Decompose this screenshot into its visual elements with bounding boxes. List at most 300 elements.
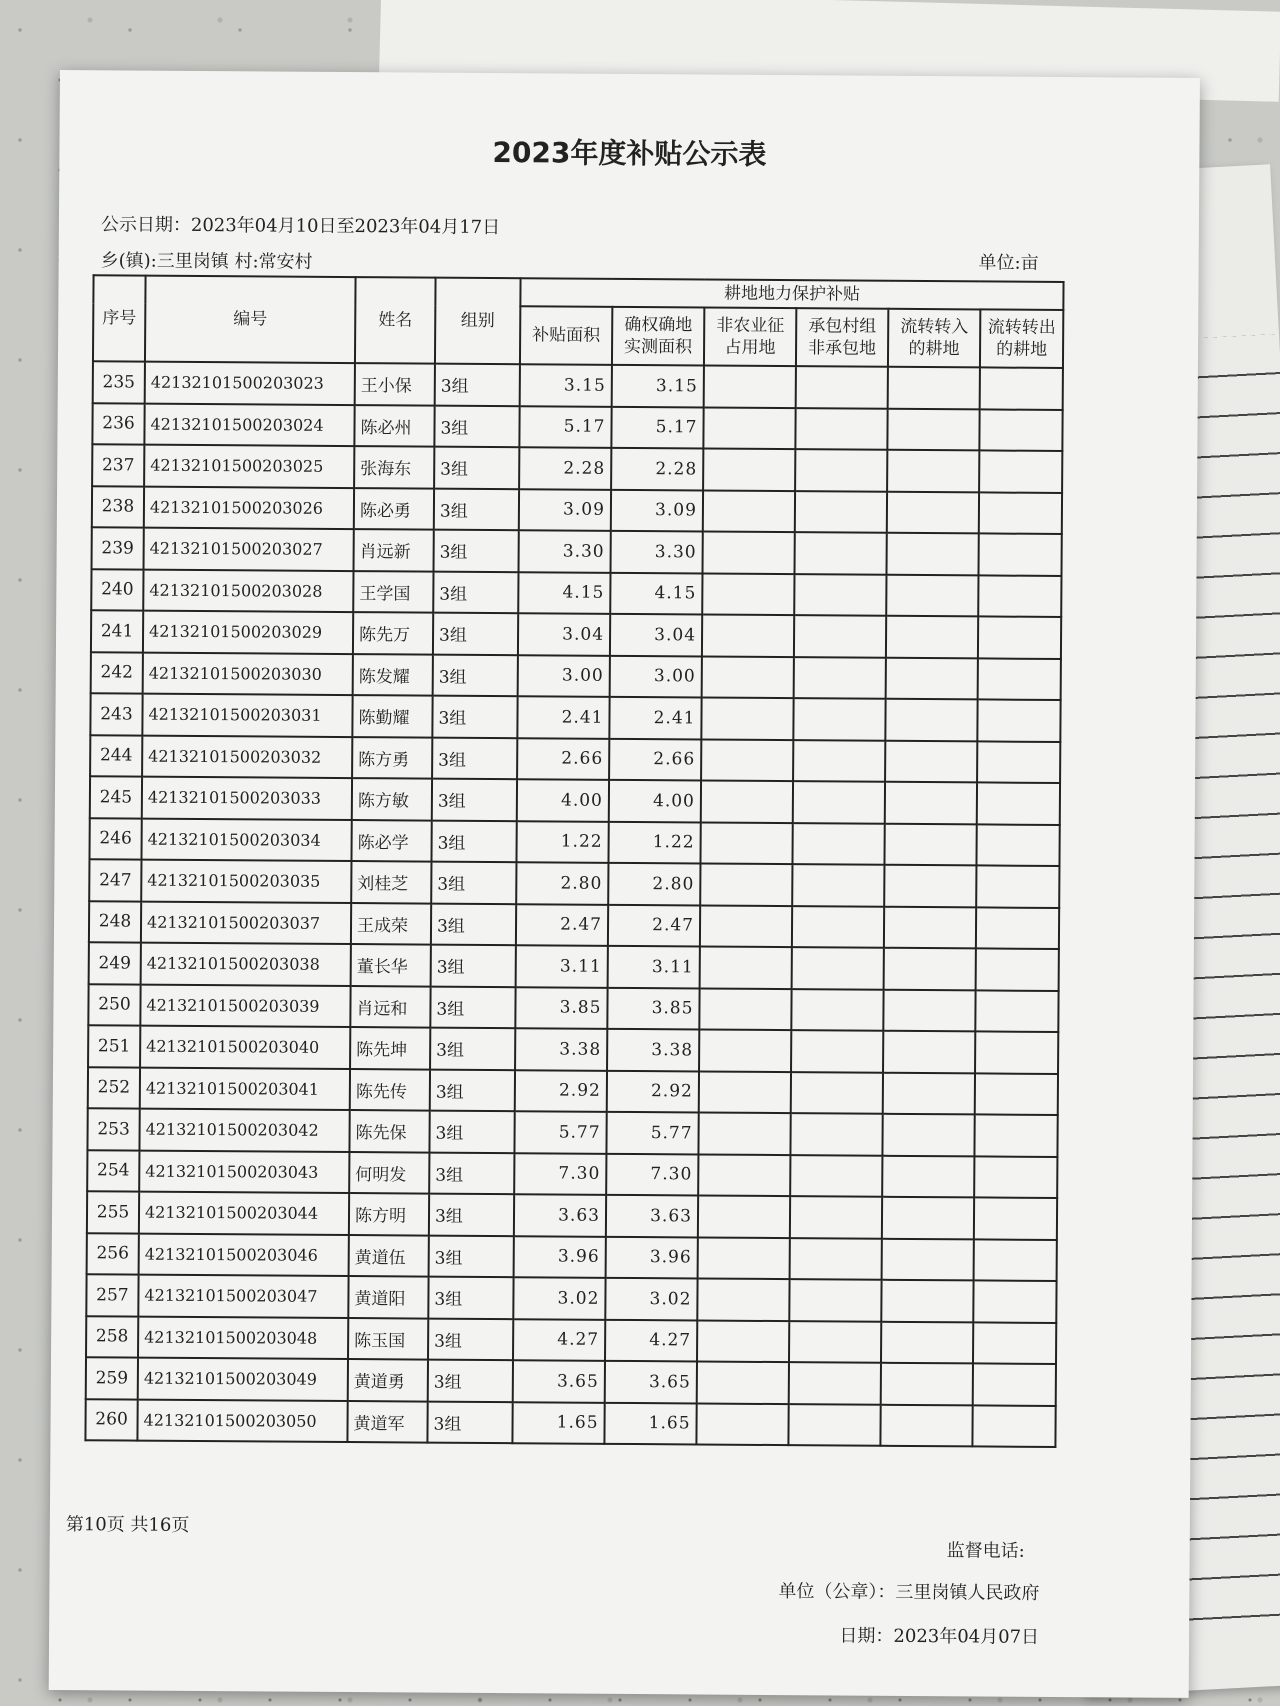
cell-confirmed-area: 1.22 <box>608 821 700 863</box>
cell-seq: 240 <box>91 569 143 611</box>
cell-name: 王学国 <box>353 571 433 613</box>
cell-name: 黄道勇 <box>348 1359 428 1401</box>
page-title: 2023年度补贴公示表 <box>492 136 767 171</box>
cell-seq: 242 <box>91 652 143 694</box>
cell-contract-land <box>790 1238 882 1280</box>
cell-transfer-in <box>881 1321 973 1363</box>
header-contract-land: 承包村组非承包地 <box>796 308 888 367</box>
cell-contract-land <box>791 989 883 1031</box>
cell-seq: 239 <box>92 527 144 569</box>
cell-contract-land <box>788 1404 880 1446</box>
cell-seq: 235 <box>93 361 145 403</box>
cell-nonag-land <box>703 407 795 449</box>
cell-transfer-out <box>973 1322 1056 1364</box>
cell-transfer-out <box>974 1197 1057 1239</box>
cell-contract-land <box>795 449 887 491</box>
cell-nonag-land <box>698 1195 790 1237</box>
cell-group: 3组 <box>427 1401 512 1443</box>
cell-contract-land <box>794 574 886 616</box>
cell-transfer-out <box>973 1280 1056 1322</box>
cell-confirmed-area: 3.30 <box>611 531 703 573</box>
cell-subsidy-area: 2.80 <box>516 862 608 904</box>
cell-contract-land <box>789 1321 881 1363</box>
cell-confirmed-area: 3.02 <box>605 1278 697 1320</box>
cell-seq: 260 <box>85 1399 137 1441</box>
cell-confirmed-area: 4.15 <box>610 572 702 614</box>
cell-confirmed-area: 3.15 <box>612 365 704 407</box>
cell-group: 3组 <box>429 1194 514 1236</box>
cell-nonag-land <box>698 1112 790 1154</box>
notice-sheet <box>49 70 1200 1698</box>
cell-transfer-in <box>884 823 976 865</box>
table-row <box>87 1191 1057 1239</box>
cell-transfer-in <box>886 616 978 658</box>
cell-transfer-out <box>980 367 1063 409</box>
cell-confirmed-area: 7.30 <box>606 1153 698 1195</box>
header-transfer-out: 流转转出的耕地 <box>980 309 1063 368</box>
cell-name: 陈玉国 <box>348 1318 428 1360</box>
cell-subsidy-area: 3.96 <box>514 1236 606 1278</box>
cell-seq: 241 <box>91 610 143 652</box>
cell-nonag-land <box>699 988 791 1030</box>
header-name: 姓名 <box>355 277 436 364</box>
cell-transfer-out <box>976 865 1059 907</box>
cell-nonag-land <box>703 490 795 532</box>
cell-name: 陈必勇 <box>354 488 434 530</box>
cell-transfer-in <box>887 491 979 533</box>
cell-transfer-out <box>974 1114 1057 1156</box>
header-group: 组别 <box>435 278 521 365</box>
cell-contract-land <box>792 823 884 865</box>
cell-subsidy-area: 5.17 <box>519 406 611 448</box>
cell-name: 陈必学 <box>351 820 431 862</box>
cell-subsidy-area: 3.00 <box>518 655 610 697</box>
cell-subsidy-area: 7.30 <box>514 1153 606 1195</box>
cell-seq: 246 <box>89 818 141 860</box>
cell-nonag-land <box>701 697 793 739</box>
cell-transfer-in <box>885 740 977 782</box>
cell-confirmed-area: 3.04 <box>610 614 702 656</box>
cell-name: 黄道伍 <box>349 1235 429 1277</box>
cell-seq: 259 <box>86 1357 138 1399</box>
cell-transfer-out <box>975 990 1058 1032</box>
cell-group: 3组 <box>430 1069 515 1111</box>
cell-transfer-in <box>883 989 975 1031</box>
cell-transfer-out <box>978 616 1061 658</box>
table-row <box>90 693 1060 741</box>
cell-confirmed-area: 3.00 <box>610 655 702 697</box>
cell-name: 陈方明 <box>349 1193 429 1235</box>
cell-subsidy-area: 3.38 <box>515 1028 607 1070</box>
cell-group: 3组 <box>432 779 517 821</box>
cell-confirmed-area: 3.65 <box>605 1361 697 1403</box>
cell-seq: 253 <box>87 1108 139 1150</box>
cell-nonag-land <box>703 531 795 573</box>
cell-seq: 245 <box>90 776 142 818</box>
issue-date: 日期：2023年04月07日 <box>839 1625 1040 1648</box>
table-row <box>92 403 1062 451</box>
cell-confirmed-area: 3.09 <box>611 489 703 531</box>
cell-nonag-land <box>697 1361 789 1403</box>
cell-subsidy-area: 2.47 <box>516 904 608 946</box>
cell-group: 3组 <box>433 571 518 613</box>
cell-name: 陈先坤 <box>350 1027 430 1069</box>
cell-group: 3组 <box>429 1152 514 1194</box>
cell-seq: 250 <box>88 984 140 1026</box>
table-row <box>92 486 1062 534</box>
cell-group: 3组 <box>435 364 520 406</box>
cell-seq: 257 <box>86 1274 138 1316</box>
cell-transfer-out <box>978 658 1061 700</box>
cell-name: 陈先传 <box>350 1069 430 1111</box>
cell-transfer-out <box>976 907 1059 949</box>
cell-confirmed-area: 3.85 <box>607 987 699 1029</box>
cell-confirmed-area: 4.27 <box>605 1319 697 1361</box>
cell-seq: 244 <box>90 735 142 777</box>
cell-subsidy-area: 2.66 <box>517 738 609 780</box>
table-row <box>86 1357 1056 1405</box>
cell-name: 陈发耀 <box>353 654 433 696</box>
cell-group: 3组 <box>428 1318 513 1360</box>
table-row <box>90 735 1060 783</box>
cell-transfer-in <box>886 574 978 616</box>
cell-contract-land <box>790 1113 882 1155</box>
subsidy-table <box>84 274 1064 1448</box>
cell-subsidy-area: 3.04 <box>518 613 610 655</box>
cell-transfer-in <box>881 1280 973 1322</box>
cell-contract-land <box>794 615 886 657</box>
cell-transfer-in <box>880 1404 972 1446</box>
cell-subsidy-area: 3.11 <box>516 945 608 987</box>
notice-date: 公示日期：2023年04月10日至2023年04月17日 <box>100 214 501 239</box>
header-confirmed-area: 确权确地实测面积 <box>612 307 704 366</box>
cell-transfer-in <box>884 948 976 990</box>
cell-confirmed-area: 5.77 <box>606 1112 698 1154</box>
cell-subsidy-area: 1.22 <box>516 821 608 863</box>
cell-code: 42132101500203027 <box>144 528 354 571</box>
cell-name: 陈方敏 <box>352 778 432 820</box>
cell-contract-land <box>790 1196 882 1238</box>
cell-contract-land <box>793 698 885 740</box>
unit-label: 单位:亩 <box>978 252 1039 274</box>
page-indicator: 第10页 共16页 <box>65 1514 190 1536</box>
cell-group: 3组 <box>434 488 519 530</box>
cell-contract-land <box>791 1072 883 1114</box>
table-row <box>90 776 1060 824</box>
cell-code: 42132101500203041 <box>140 1067 350 1110</box>
cell-transfer-out <box>975 1031 1058 1073</box>
cell-group: 3组 <box>429 1111 514 1153</box>
header-subsidy-group: 耕地地力保护补贴 <box>520 278 1063 310</box>
cell-group: 3组 <box>430 1028 515 1070</box>
cell-contract-land <box>791 1030 883 1072</box>
cell-group: 3组 <box>431 820 516 862</box>
cell-nonag-land <box>704 366 796 408</box>
cell-transfer-out <box>974 1239 1057 1281</box>
cell-group: 3组 <box>434 405 519 447</box>
cell-nonag-land <box>700 905 792 947</box>
cell-group: 3组 <box>430 986 515 1028</box>
cell-contract-land <box>790 1155 882 1197</box>
cell-confirmed-area: 2.47 <box>608 904 700 946</box>
cell-contract-land <box>793 781 885 823</box>
cell-seq: 251 <box>88 1025 140 1067</box>
cell-nonag-land <box>700 863 792 905</box>
cell-nonag-land <box>700 822 792 864</box>
cell-subsidy-area: 3.15 <box>520 364 612 406</box>
table-row <box>89 818 1059 866</box>
cell-subsidy-area: 4.00 <box>517 779 609 821</box>
table-row <box>91 569 1061 617</box>
cell-seq: 247 <box>89 859 141 901</box>
cell-transfer-in <box>882 1114 974 1156</box>
cell-confirmed-area: 5.17 <box>611 406 703 448</box>
cell-subsidy-area: 3.85 <box>515 987 607 1029</box>
cell-name: 陈先万 <box>353 612 433 654</box>
cell-nonag-land <box>702 614 794 656</box>
cell-transfer-out <box>977 741 1060 783</box>
table-row <box>86 1316 1056 1364</box>
cell-subsidy-area: 2.41 <box>517 696 609 738</box>
cell-transfer-in <box>887 450 979 492</box>
cell-group: 3组 <box>433 654 518 696</box>
cell-contract-land <box>795 491 887 533</box>
cell-confirmed-area: 3.96 <box>606 1236 698 1278</box>
table-row <box>92 527 1062 575</box>
cell-contract-land <box>792 906 884 948</box>
cell-contract-land <box>792 947 884 989</box>
cell-contract-land <box>789 1362 881 1404</box>
cell-code: 42132101500203028 <box>143 569 353 612</box>
header-seq: 序号 <box>93 275 146 361</box>
table-row <box>87 1150 1057 1198</box>
cell-name: 陈勤耀 <box>352 695 432 737</box>
cell-code: 42132101500203050 <box>137 1399 347 1442</box>
cell-seq: 249 <box>89 942 141 984</box>
cell-code: 42132101500203046 <box>139 1233 349 1276</box>
table-row <box>88 1067 1058 1115</box>
cell-transfer-in <box>883 1072 975 1114</box>
cell-code: 42132101500203025 <box>144 445 354 488</box>
cell-transfer-in <box>885 699 977 741</box>
cell-subsidy-area: 1.65 <box>512 1402 604 1444</box>
cell-seq: 236 <box>92 403 144 445</box>
cell-seq: 237 <box>92 444 144 486</box>
table-row <box>93 361 1063 409</box>
table-body <box>85 361 1063 1447</box>
supervision-phone: 监督电话: <box>946 1540 1025 1562</box>
cell-nonag-land <box>699 1071 791 1113</box>
cell-name: 陈必州 <box>354 405 434 447</box>
cell-contract-land <box>792 864 884 906</box>
cell-transfer-in <box>886 657 978 699</box>
cell-code: 42132101500203042 <box>139 1109 349 1152</box>
cell-nonag-land <box>702 656 794 698</box>
header-transfer-in: 流转转入的耕地 <box>888 309 980 368</box>
cell-subsidy-area: 4.27 <box>513 1319 605 1361</box>
cell-code: 42132101500203043 <box>139 1150 349 1193</box>
cell-transfer-out <box>977 782 1060 824</box>
cell-name: 刘桂芝 <box>351 861 431 903</box>
cell-code: 42132101500203032 <box>142 735 352 778</box>
cell-transfer-in <box>881 1363 973 1405</box>
cell-confirmed-area: 3.63 <box>606 1195 698 1237</box>
cell-code: 42132101500203038 <box>141 943 351 986</box>
header-subsidy-area: 补贴面积 <box>520 306 612 365</box>
table-row <box>86 1274 1056 1322</box>
cell-nonag-land <box>701 780 793 822</box>
cell-code: 42132101500203035 <box>141 860 351 903</box>
cell-name: 黄道军 <box>347 1401 427 1443</box>
cell-name: 张海东 <box>354 446 434 488</box>
cell-transfer-out <box>976 948 1059 990</box>
cell-nonag-land <box>702 573 794 615</box>
cell-nonag-land <box>701 739 793 781</box>
cell-nonag-land <box>699 1029 791 1071</box>
cell-confirmed-area: 1.65 <box>604 1402 696 1444</box>
issuing-organization: 单位（公章）：三里岗镇人民政府 <box>778 1581 1040 1604</box>
cell-name: 陈先保 <box>349 1110 429 1152</box>
cell-nonag-land <box>697 1278 789 1320</box>
table-row <box>91 610 1061 658</box>
cell-contract-land <box>796 366 888 408</box>
cell-transfer-in <box>883 1031 975 1073</box>
cell-contract-land <box>789 1279 881 1321</box>
cell-nonag-land <box>698 1154 790 1196</box>
cell-code: 42132101500203024 <box>144 403 354 446</box>
cell-transfer-in <box>884 865 976 907</box>
table-row <box>87 1108 1057 1156</box>
cell-group: 3组 <box>428 1277 513 1319</box>
cell-confirmed-area: 2.28 <box>611 448 703 490</box>
table-row <box>92 444 1062 492</box>
cell-code: 42132101500203044 <box>139 1192 349 1235</box>
table-row <box>88 1025 1058 1073</box>
cell-seq: 248 <box>89 901 141 943</box>
cell-code: 42132101500203034 <box>141 818 351 861</box>
cell-seq: 252 <box>88 1067 140 1109</box>
cell-subsidy-area: 5.77 <box>514 1111 606 1153</box>
cell-transfer-out <box>972 1405 1055 1447</box>
cell-subsidy-area: 3.65 <box>513 1360 605 1402</box>
cell-transfer-out <box>979 492 1062 534</box>
cell-transfer-out <box>976 824 1059 866</box>
cell-subsidy-area: 3.30 <box>519 530 611 572</box>
cell-code: 42132101500203031 <box>142 694 352 737</box>
cell-transfer-in <box>884 906 976 948</box>
cell-nonag-land <box>703 449 795 491</box>
cell-group: 3组 <box>432 696 517 738</box>
cell-code: 42132101500203033 <box>142 777 352 820</box>
cell-name: 董长华 <box>351 944 431 986</box>
cell-subsidy-area: 3.02 <box>513 1277 605 1319</box>
cell-code: 42132101500203047 <box>138 1275 348 1318</box>
cell-transfer-in <box>888 367 980 409</box>
cell-code: 42132101500203030 <box>143 652 353 695</box>
cell-group: 3组 <box>433 613 518 655</box>
cell-nonag-land <box>697 1320 789 1362</box>
cell-code: 42132101500203039 <box>140 984 350 1027</box>
cell-transfer-in <box>882 1155 974 1197</box>
cell-nonag-land <box>700 946 792 988</box>
cell-name: 黄道阳 <box>348 1276 428 1318</box>
cell-subsidy-area: 2.28 <box>519 447 611 489</box>
cell-name: 何明发 <box>349 1152 429 1194</box>
cell-code: 42132101500203026 <box>144 486 354 529</box>
cell-nonag-land <box>696 1403 788 1445</box>
cell-group: 3组 <box>434 530 519 572</box>
cell-confirmed-area: 2.66 <box>609 738 701 780</box>
cell-name: 王成荣 <box>351 903 431 945</box>
cell-subsidy-area: 4.15 <box>518 572 610 614</box>
cell-group: 3组 <box>434 447 519 489</box>
cell-group: 3组 <box>432 737 517 779</box>
table-row <box>88 984 1058 1032</box>
cell-confirmed-area: 2.80 <box>608 863 700 905</box>
cell-name: 肖远新 <box>354 529 434 571</box>
cell-transfer-out <box>977 699 1060 741</box>
table-row <box>87 1233 1057 1281</box>
cell-seq: 255 <box>87 1191 139 1233</box>
cell-seq: 238 <box>92 486 144 528</box>
cell-group: 3组 <box>429 1235 514 1277</box>
cell-name: 肖远和 <box>350 986 430 1028</box>
cell-seq: 256 <box>87 1233 139 1275</box>
header-code: 编号 <box>145 276 356 363</box>
cell-group: 3组 <box>431 945 516 987</box>
cell-transfer-out <box>973 1363 1056 1405</box>
cell-confirmed-area: 2.92 <box>607 1070 699 1112</box>
cell-contract-land <box>795 532 887 574</box>
cell-transfer-out <box>978 575 1061 617</box>
cell-name: 陈方勇 <box>352 737 432 779</box>
cell-transfer-in <box>885 782 977 824</box>
cell-confirmed-area: 4.00 <box>609 780 701 822</box>
cell-contract-land <box>795 408 887 450</box>
cell-subsidy-area: 3.63 <box>514 1194 606 1236</box>
cell-transfer-out <box>979 450 1062 492</box>
table-row <box>89 942 1059 990</box>
table-row <box>91 652 1061 700</box>
cell-contract-land <box>794 657 886 699</box>
cell-seq: 243 <box>90 693 142 735</box>
cell-code: 42132101500203023 <box>145 362 355 405</box>
cell-name: 王小保 <box>355 363 435 405</box>
cell-group: 3组 <box>431 903 516 945</box>
table-row <box>89 901 1059 949</box>
cell-transfer-out <box>974 1156 1057 1198</box>
cell-code: 42132101500203029 <box>143 611 353 654</box>
cell-transfer-in <box>887 408 979 450</box>
cell-transfer-out <box>978 533 1061 575</box>
cell-code: 42132101500203040 <box>140 1026 350 1069</box>
cell-group: 3组 <box>431 862 516 904</box>
cell-transfer-out <box>975 1073 1058 1115</box>
cell-code: 42132101500203048 <box>138 1316 348 1359</box>
cell-seq: 254 <box>87 1150 139 1192</box>
location-line: 乡(镇):三里岗镇 村:常安村 <box>100 250 313 273</box>
cell-confirmed-area: 2.41 <box>609 697 701 739</box>
cell-transfer-in <box>882 1197 974 1239</box>
cell-contract-land <box>793 740 885 782</box>
cell-transfer-in <box>882 1238 974 1280</box>
table-row <box>85 1399 1055 1447</box>
cell-nonag-land <box>698 1237 790 1279</box>
header-nonag-land: 非农业征占用地 <box>704 308 796 367</box>
cell-confirmed-area: 3.38 <box>607 1029 699 1071</box>
cell-confirmed-area: 3.11 <box>608 946 700 988</box>
cell-group: 3组 <box>428 1360 513 1402</box>
